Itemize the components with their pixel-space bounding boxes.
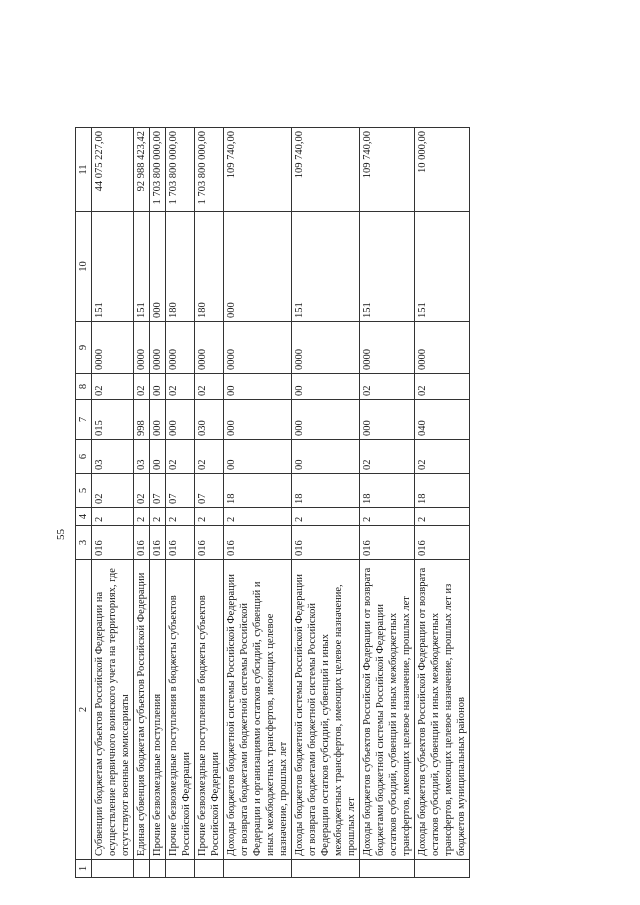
row-name: Единая субвенция бюджетам субъектов Российской Федерации [134, 560, 150, 860]
row-code-c9: 0000 [195, 322, 224, 374]
page-number: 55 [55, 529, 67, 540]
row-code-c4: 2 [224, 508, 292, 526]
row-code-c3: 016 [224, 526, 292, 560]
row-code-c8: 02 [360, 374, 415, 400]
row-code-c5: 07 [195, 474, 224, 508]
row-amount: 10 000,00 [415, 128, 470, 212]
row-code-c3: 016 [360, 526, 415, 560]
column-header-7: 7 [76, 400, 92, 440]
row-amount: 109 740,00 [360, 128, 415, 212]
table-row [166, 128, 195, 878]
row-code-c7: 000 [360, 400, 415, 440]
column-header-6: 6 [76, 440, 92, 474]
row-code-c3: 016 [415, 526, 470, 560]
row-code-c4: 2 [415, 508, 470, 526]
row-code-c6: 00 [150, 440, 166, 474]
row-code-c6: 02 [360, 440, 415, 474]
row-amount: 1 703 800 000,00 [166, 128, 195, 212]
row-code-c3: 016 [195, 526, 224, 560]
row-name: Доходы бюджетов субъектов Российской Федерации от возврата бюджетами бюджетной системы Российской Федерации остатков субсидий, субвенций и иных межбюджетных трансфертов, имеющих целевое назначение, прошлых лет [360, 560, 415, 860]
row-code-c7: 030 [195, 400, 224, 440]
row-empty-cell [415, 860, 470, 878]
table-row [415, 128, 470, 878]
row-code-c5: 18 [415, 474, 470, 508]
row-code-c10: 151 [134, 212, 150, 322]
column-header-11: 11 [76, 128, 92, 212]
row-code-c9: 0000 [134, 322, 150, 374]
row-empty-cell [134, 860, 150, 878]
row-name: Прочие безвозмездные поступления в бюджеты субъектов Российской Федерации [166, 560, 195, 860]
row-name: Доходы бюджетов бюджетной системы Российской Федерации от возврата бюджетами бюджетной системы Российской Федерации остатков субсидий, субвенций и иных межбюджетных трансфертов, имеющих целевое назначение, прошлых лет [292, 560, 360, 860]
row-empty-cell [92, 860, 134, 878]
row-name: Доходы бюджетов бюджетной системы Российской Федерации от возврата бюджетами бюджетной системы Российской Федерации и организациями остатков субсидий, субвенций и иных межбюджетных трансфертов, имеющих целевое назначение, прошлых лет [224, 560, 292, 860]
row-code-c9: 0000 [224, 322, 292, 374]
row-code-c4: 2 [292, 508, 360, 526]
row-amount: 92 988 423,42 [134, 128, 150, 212]
row-code-c4: 2 [360, 508, 415, 526]
row-code-c4: 2 [150, 508, 166, 526]
row-code-c4: 2 [92, 508, 134, 526]
row-empty-cell [195, 860, 224, 878]
row-code-c10: 180 [195, 212, 224, 322]
row-empty-cell [360, 860, 415, 878]
row-code-c7: 000 [150, 400, 166, 440]
table-row [134, 128, 150, 878]
row-code-c6: 03 [92, 440, 134, 474]
row-code-c8: 02 [92, 374, 134, 400]
column-header-9: 9 [76, 322, 92, 374]
row-name: Прочие безвозмездные поступления [150, 560, 166, 860]
row-code-c6: 00 [292, 440, 360, 474]
column-header-1: 1 [76, 860, 92, 878]
row-code-c6: 02 [415, 440, 470, 474]
table-row [92, 128, 134, 878]
row-empty-cell [166, 860, 195, 878]
row-code-c10: 000 [224, 212, 292, 322]
header-row [76, 128, 92, 878]
row-empty-cell [224, 860, 292, 878]
row-code-c3: 016 [166, 526, 195, 560]
row-name: Доходы бюджетов субъектов Российской Федерации от возврата остатков субсидий, субвенций и иных межбюджетных трансфертов, имеющих целевое назначение, прошлых лет из бюджетов муниципальных районов [415, 560, 470, 860]
row-code-c7: 000 [292, 400, 360, 440]
row-code-c8: 00 [224, 374, 292, 400]
row-code-c10: 000 [150, 212, 166, 322]
row-code-c7: 000 [224, 400, 292, 440]
column-header-4: 4 [76, 508, 92, 526]
row-code-c9: 0000 [292, 322, 360, 374]
row-code-c10: 180 [166, 212, 195, 322]
row-code-c8: 02 [195, 374, 224, 400]
row-code-c5: 02 [92, 474, 134, 508]
row-amount: 44 075 227,00 [92, 128, 134, 212]
row-amount: 1 703 800 000,00 [150, 128, 166, 212]
row-code-c9: 0000 [92, 322, 134, 374]
row-code-c5: 18 [224, 474, 292, 508]
row-code-c4: 2 [166, 508, 195, 526]
row-code-c10: 151 [360, 212, 415, 322]
row-code-c5: 02 [134, 474, 150, 508]
row-code-c9: 0000 [360, 322, 415, 374]
row-code-c6: 02 [195, 440, 224, 474]
row-code-c10: 151 [92, 212, 134, 322]
column-header-10: 10 [76, 212, 92, 322]
rotated-page [55, 48, 640, 878]
row-code-c3: 016 [134, 526, 150, 560]
row-empty-cell [150, 860, 166, 878]
table-row [224, 128, 292, 878]
table-row [292, 128, 360, 878]
row-code-c3: 016 [292, 526, 360, 560]
column-header-5: 5 [76, 474, 92, 508]
row-code-c4: 2 [195, 508, 224, 526]
row-code-c7: 040 [415, 400, 470, 440]
row-code-c7: 998 [134, 400, 150, 440]
row-code-c3: 016 [92, 526, 134, 560]
row-empty-cell [292, 860, 360, 878]
column-header-8: 8 [76, 374, 92, 400]
row-code-c8: 02 [166, 374, 195, 400]
row-name: Прочие безвозмездные поступления в бюджеты субъектов Российской Федерации [195, 560, 224, 860]
row-code-c4: 2 [134, 508, 150, 526]
row-code-c9: 0000 [166, 322, 195, 374]
row-code-c9: 0000 [150, 322, 166, 374]
row-code-c7: 000 [166, 400, 195, 440]
row-code-c6: 02 [166, 440, 195, 474]
column-header-2: 2 [76, 560, 92, 860]
row-code-c6: 03 [134, 440, 150, 474]
row-code-c8: 00 [150, 374, 166, 400]
row-code-c5: 18 [360, 474, 415, 508]
table-row [360, 128, 415, 878]
row-code-c7: 015 [92, 400, 134, 440]
row-name: Субвенции бюджетам субъектов Российской Федерации на осуществление первичного воинского учета на территориях, где отсутствуют военные комиссариаты [92, 560, 134, 860]
table-row [195, 128, 224, 878]
row-amount: 109 740,00 [224, 128, 292, 212]
budget-table [75, 127, 470, 878]
row-amount: 1 703 800 000,00 [195, 128, 224, 212]
row-code-c8: 00 [292, 374, 360, 400]
table-row [150, 128, 166, 878]
row-code-c8: 02 [415, 374, 470, 400]
row-code-c5: 07 [150, 474, 166, 508]
row-code-c10: 151 [415, 212, 470, 322]
row-code-c10: 151 [292, 212, 360, 322]
row-code-c5: 07 [166, 474, 195, 508]
row-code-c6: 00 [224, 440, 292, 474]
table-body [92, 128, 470, 878]
column-header-3: 3 [76, 526, 92, 560]
row-amount: 109 740,00 [292, 128, 360, 212]
row-code-c9: 0000 [415, 322, 470, 374]
row-code-c8: 02 [134, 374, 150, 400]
row-code-c3: 016 [150, 526, 166, 560]
row-code-c5: 18 [292, 474, 360, 508]
